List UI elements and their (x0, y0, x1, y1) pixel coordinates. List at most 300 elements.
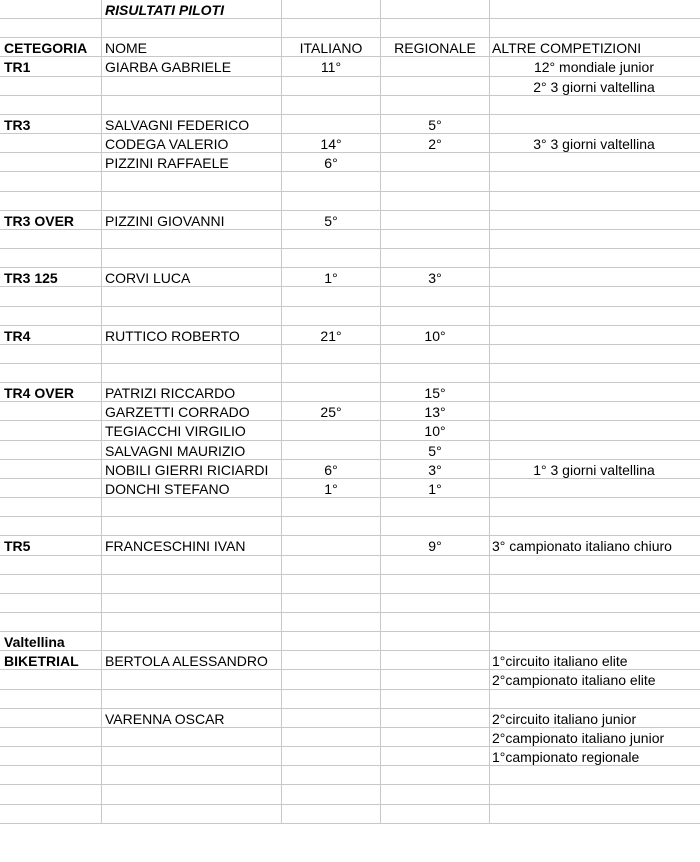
regionale-cell: 5° (428, 116, 442, 133)
grid-line (101, 345, 102, 363)
grid-line (380, 307, 381, 325)
italiano-cell (282, 517, 380, 536)
grid-line (101, 785, 102, 803)
grid-line (489, 153, 490, 171)
table-row (0, 460, 700, 479)
grid-line (380, 575, 381, 593)
table-row (0, 613, 700, 632)
name-cell: GARZETTI CORRADO (105, 404, 250, 421)
grid-line (380, 709, 381, 727)
category-cell (4, 134, 101, 153)
grid-line (489, 57, 490, 75)
grid-line (101, 594, 102, 612)
regionale-cell: 10° (424, 327, 446, 344)
grid-line (281, 651, 282, 669)
italiano-cell (282, 613, 380, 632)
regionale-cell (381, 249, 489, 268)
grid-line (489, 383, 490, 401)
altre-cell: 2°campionato italiano elite (492, 672, 656, 689)
regionale-cell (381, 96, 489, 115)
italiano-cell (282, 805, 380, 824)
name-cell (105, 96, 281, 115)
regionale-cell: 3° (428, 270, 442, 287)
regionale-cell (381, 230, 489, 249)
grid-line (281, 153, 282, 171)
altre-cell (492, 479, 698, 498)
grid-line (489, 556, 490, 574)
grid-line (380, 690, 381, 708)
regionale-cell: 1° (428, 480, 442, 497)
name-cell: NOBILI GIERRI RICIARDI (105, 461, 269, 478)
grid-line (380, 728, 381, 746)
category-cell (4, 192, 101, 211)
table-row (0, 77, 700, 96)
italiano-cell (282, 77, 380, 96)
grid-line (281, 134, 282, 152)
grid-line (380, 594, 381, 612)
grid-line (489, 192, 490, 210)
grid-line (380, 326, 381, 344)
grid-line (281, 57, 282, 75)
altre-cell: 1° 3 giorni valtellina (533, 461, 655, 478)
grid-line (489, 651, 490, 669)
grid-line (380, 115, 381, 133)
grid-line (281, 77, 282, 95)
grid-line (489, 498, 490, 516)
grid-line (101, 230, 102, 248)
altre-cell: 3° campionato italiano chiuro (492, 538, 672, 555)
name-cell (105, 249, 281, 268)
table-row (0, 192, 700, 211)
grid-line (101, 307, 102, 325)
category-cell (4, 96, 101, 115)
table-row (0, 441, 700, 460)
grid-line (101, 632, 102, 650)
grid-line (380, 632, 381, 650)
altre-cell (492, 192, 698, 211)
grid-line (489, 19, 490, 37)
grid-line (489, 364, 490, 382)
grid-line (101, 402, 102, 420)
italiano-cell: 1° (324, 480, 338, 497)
grid-line (281, 805, 282, 823)
category-cell (4, 441, 101, 460)
altre-cell (492, 268, 698, 287)
name-cell (105, 594, 281, 613)
grid-line (380, 172, 381, 190)
name-cell: GIARBA GABRIELE (105, 59, 232, 76)
regionale-cell (381, 785, 489, 804)
grid-line (380, 441, 381, 459)
category-cell: TR4 (4, 327, 31, 344)
category-cell (4, 249, 101, 268)
name-cell (105, 575, 281, 594)
grid-line (489, 134, 490, 152)
table-row (0, 479, 700, 498)
grid-line (281, 709, 282, 727)
name-cell: PIZZINI GIOVANNI (105, 212, 225, 229)
italiano-cell (282, 747, 380, 766)
grid-line (281, 172, 282, 190)
grid-line (380, 785, 381, 803)
grid-line (489, 632, 490, 650)
grid-line (489, 0, 490, 18)
name-cell (105, 77, 281, 96)
name-cell (105, 613, 281, 632)
altre-cell: 2°campionato italiano junior (492, 729, 665, 746)
italiano-cell: 6° (324, 461, 338, 478)
name-cell: RUTTICO ROBERTO (105, 327, 240, 344)
category-cell (4, 728, 101, 747)
altre-cell (492, 211, 698, 230)
table-row (0, 115, 700, 134)
grid-line (101, 498, 102, 516)
grid-line (380, 230, 381, 248)
name-cell: PIZZINI RAFFAELE (105, 155, 229, 172)
grid-line (380, 134, 381, 152)
italiano-cell (282, 556, 380, 575)
table-row (0, 690, 700, 709)
grid-line (380, 479, 381, 497)
name-cell (105, 690, 281, 709)
grid-line (489, 594, 490, 612)
name-cell (105, 230, 281, 249)
grid-line (489, 230, 490, 248)
regionale-cell (381, 728, 489, 747)
grid-line (101, 364, 102, 382)
name-cell (105, 364, 281, 383)
grid-line (380, 77, 381, 95)
altre-cell (492, 402, 698, 421)
grid-line (281, 0, 282, 18)
name-cell (105, 766, 281, 785)
grid-line (281, 287, 282, 305)
grid-line (101, 690, 102, 708)
grid-line (281, 364, 282, 382)
category-cell (4, 785, 101, 804)
grid-line (281, 230, 282, 248)
grid-line (101, 460, 102, 478)
altre-cell (492, 326, 698, 345)
italiano-cell (282, 307, 380, 326)
altre-cell: 12° mondiale junior (533, 59, 654, 76)
italiano-cell (282, 785, 380, 804)
grid-line (489, 172, 490, 190)
grid-line (380, 421, 381, 439)
grid-line (489, 115, 490, 133)
grid-line (101, 536, 102, 554)
category-cell: TR5 (4, 538, 31, 555)
regionale-cell: 10° (424, 423, 446, 440)
table-row (0, 402, 700, 421)
altre-cell (492, 517, 698, 536)
altre-cell (492, 364, 698, 383)
grid-line (489, 326, 490, 344)
regionale-cell (381, 172, 489, 191)
grid-line (489, 307, 490, 325)
category-cell (4, 230, 101, 249)
category-cell (4, 613, 101, 632)
grid-line (281, 670, 282, 688)
grid-line (380, 57, 381, 75)
grid-line (101, 19, 102, 37)
italiano-cell: 1° (324, 270, 338, 287)
grid-line (489, 747, 490, 765)
sheet-title: RISULTATI PILOTI (105, 2, 224, 18)
grid-line (489, 249, 490, 267)
name-cell (105, 192, 281, 211)
grid-line (281, 536, 282, 554)
grid-line (281, 383, 282, 401)
grid-line (380, 268, 381, 286)
grid-line (380, 0, 381, 18)
grid-line (489, 536, 490, 554)
altre-cell: 1°circuito italiano elite (492, 653, 628, 670)
category-cell: TR3 OVER (4, 212, 75, 229)
category-cell: TR1 (4, 59, 31, 76)
grid-line (101, 805, 102, 823)
grid-line (489, 460, 490, 478)
grid-line (380, 402, 381, 420)
grid-line (489, 709, 490, 727)
altre-cell (492, 153, 698, 172)
altre-cell (492, 287, 698, 306)
name-cell: TEGIACCHI VIRGILIO (105, 423, 246, 440)
table-row (0, 517, 700, 536)
grid-line (281, 38, 282, 56)
header-regionale: REGIONALE (394, 40, 476, 57)
altre-cell (492, 383, 698, 402)
grid-line (380, 517, 381, 535)
table-row (0, 307, 700, 326)
regionale-cell (381, 307, 489, 326)
italiano-cell: 5° (324, 212, 338, 229)
grid-line (101, 287, 102, 305)
table-row (0, 326, 700, 345)
grid-line (101, 192, 102, 210)
category-cell (4, 575, 101, 594)
grid-line (101, 172, 102, 190)
grid-line (101, 77, 102, 95)
category-cell (4, 460, 101, 479)
table-row (0, 421, 700, 440)
grid-line (281, 690, 282, 708)
altre-cell (492, 307, 698, 326)
title-row (0, 0, 700, 19)
italiano-cell: 6° (324, 155, 338, 172)
regionale-cell (381, 153, 489, 172)
category-cell (4, 498, 101, 517)
italiano-cell (282, 421, 380, 440)
regionale-cell (381, 766, 489, 785)
category-cell (4, 690, 101, 709)
name-cell: CORVI LUCA (105, 270, 191, 287)
grid-line (380, 38, 381, 56)
category-cell (4, 766, 101, 785)
italiano-cell (282, 230, 380, 249)
italiano-cell (282, 651, 380, 670)
italiano-cell (282, 575, 380, 594)
name-cell: CODEGA VALERIO (105, 136, 229, 153)
regionale-cell (381, 556, 489, 575)
italiano-cell (282, 345, 380, 364)
grid-line (281, 402, 282, 420)
category-cell: TR3 (4, 116, 31, 133)
altre-cell (492, 766, 698, 785)
altre-cell (492, 556, 698, 575)
grid-line (380, 536, 381, 554)
regionale-cell (381, 192, 489, 211)
grid-line (281, 345, 282, 363)
table-row (0, 230, 700, 249)
name-cell: PATRIZI RICCARDO (105, 385, 236, 402)
table-row (0, 57, 700, 76)
grid-line (489, 670, 490, 688)
altre-cell (492, 690, 698, 709)
grid-line (101, 575, 102, 593)
grid-line (489, 785, 490, 803)
category-cell (4, 421, 101, 440)
header-row (0, 38, 700, 57)
regionale-cell (381, 517, 489, 536)
header-italiano: ITALIANO (299, 40, 363, 57)
altre-cell (492, 785, 698, 804)
name-cell (105, 345, 281, 364)
category-cell: TR4 OVER (4, 385, 75, 402)
header-nome: NOME (105, 40, 147, 57)
category-cell (4, 670, 101, 689)
table-row (0, 766, 700, 785)
italiano-cell (282, 441, 380, 460)
regionale-cell: 5° (428, 442, 442, 459)
italiano-cell: 25° (320, 404, 342, 421)
grid-line (101, 249, 102, 267)
grid-line (281, 517, 282, 535)
name-cell (105, 556, 281, 575)
grid-line (380, 345, 381, 363)
grid-line (281, 575, 282, 593)
grid-line (489, 479, 490, 497)
italiano-cell (282, 709, 380, 728)
grid-line (101, 709, 102, 727)
grid-line (281, 728, 282, 746)
grid-line (380, 498, 381, 516)
grid-line (380, 805, 381, 823)
category-cell (4, 153, 101, 172)
table-row (0, 498, 700, 517)
category-cell (4, 287, 101, 306)
category-cell: BIKETRIAL (4, 653, 79, 670)
category-cell (4, 594, 101, 613)
name-cell: SALVAGNI MAURIZIO (105, 442, 246, 459)
regionale-cell: 13° (424, 404, 446, 421)
category-cell (4, 172, 101, 191)
table-row (0, 805, 700, 824)
grid-line (101, 747, 102, 765)
italiano-cell (282, 632, 380, 651)
grid-line (380, 460, 381, 478)
regionale-cell (381, 670, 489, 689)
grid-line (380, 19, 381, 37)
italiano-cell (282, 383, 380, 402)
grid-line (489, 211, 490, 229)
name-cell (105, 172, 281, 191)
altre-cell (492, 249, 698, 268)
category-cell (4, 364, 101, 383)
grid-line (101, 613, 102, 631)
regionale-cell (381, 575, 489, 594)
table-row (0, 728, 700, 747)
italiano-cell (282, 536, 380, 555)
grid-line (380, 249, 381, 267)
table-row (0, 632, 700, 651)
table-row (0, 670, 700, 689)
grid-line (380, 364, 381, 382)
grid-line (281, 785, 282, 803)
italiano-cell: 11° (320, 59, 342, 76)
grid-line (101, 728, 102, 746)
altre-cell: 1°campionato regionale (492, 749, 640, 766)
table-row (0, 96, 700, 115)
grid-line (101, 211, 102, 229)
grid-line (101, 268, 102, 286)
grid-line (281, 268, 282, 286)
grid-line (489, 517, 490, 535)
grid-line (101, 38, 102, 56)
regionale-cell (381, 57, 489, 76)
grid-line (281, 594, 282, 612)
grid-line (489, 766, 490, 784)
grid-line (281, 249, 282, 267)
grid-line (489, 421, 490, 439)
grid-line (489, 77, 490, 95)
name-cell (105, 307, 281, 326)
grid-line (489, 345, 490, 363)
grid-line (281, 421, 282, 439)
category-cell (4, 747, 101, 766)
name-cell: BERTOLA ALESSANDRO (105, 653, 268, 670)
italiano-cell: 14° (320, 136, 342, 153)
name-cell (105, 805, 281, 824)
italiano-cell (282, 690, 380, 709)
header-categoria: CETEGORIA (4, 40, 88, 57)
name-cell: VARENNA OSCAR (105, 710, 225, 727)
italiano-cell (282, 766, 380, 785)
table-row (0, 575, 700, 594)
table-row (0, 249, 700, 268)
name-cell (105, 747, 281, 766)
name-cell (105, 498, 281, 517)
category-cell (4, 709, 101, 728)
regionale-cell: 3° (428, 461, 442, 478)
category-cell: Valtellina (4, 634, 65, 651)
altre-cell (492, 575, 698, 594)
grid-line (380, 383, 381, 401)
category-cell (4, 805, 101, 824)
altre-cell: 2°circuito italiano junior (492, 710, 637, 727)
regionale-cell (381, 632, 489, 651)
table-row (0, 594, 700, 613)
grid-line (281, 766, 282, 784)
regionale-cell: 9° (428, 538, 442, 555)
name-cell (105, 517, 281, 536)
grid-line (380, 670, 381, 688)
category-cell (4, 345, 101, 364)
table-row (0, 709, 700, 728)
grid-line (489, 38, 490, 56)
regionale-cell (381, 709, 489, 728)
italiano-cell (282, 364, 380, 383)
